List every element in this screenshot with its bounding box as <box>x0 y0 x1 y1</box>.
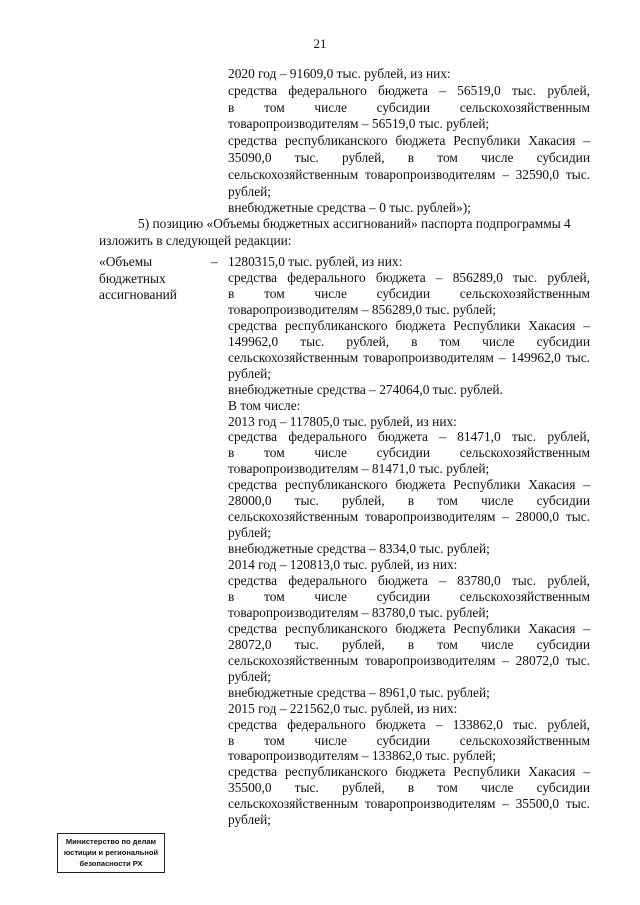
label-line: бюджетных <box>99 270 166 286</box>
text-line: 149962,0 тыс. рублей, в том числе субсидии <box>228 333 590 349</box>
text-line: средства республиканского бюджета Республики Хакасия – <box>228 764 590 780</box>
text-line: в том числе субсидии сельскохозяйственным <box>228 732 590 748</box>
text-line: внебюджетные средства – 0 тыс. рублей»); <box>228 200 471 216</box>
text-line: рублей; <box>228 668 272 684</box>
text-line: в том числе субсидии сельскохозяйственным <box>228 99 590 115</box>
text-line: средства федерального бюджета – 856289,0 тыс. рублей, <box>228 269 590 285</box>
text-line: рублей; <box>228 812 272 828</box>
stamp-line: безопасности РХ <box>79 859 143 868</box>
text-line: рублей; <box>228 183 272 199</box>
text-line: сельскохозяйственным товаропроизводителям – 28000,0 тыс. <box>228 509 590 525</box>
text-line: 28000,0 тыс. рублей, в том числе субсидии <box>228 493 590 509</box>
text-line: 28072,0 тыс. рублей, в том числе субсидии <box>228 636 590 652</box>
text-line: в том числе субсидии сельскохозяйственным <box>228 285 590 301</box>
paragraph-line: 5) позицию «Объемы бюджетных ассигнований» паспорта подпрограммы 4 <box>138 216 571 231</box>
ministry-stamp <box>57 833 165 873</box>
text-line: внебюджетные средства – 8334,0 тыс. рублей; <box>228 541 490 557</box>
text-line: в том числе субсидии сельскохозяйственным <box>228 445 590 461</box>
text-line: рублей; <box>228 525 272 541</box>
dash: – <box>211 254 218 269</box>
text-line: средства республиканского бюджета Республики Хакасия – <box>228 620 590 636</box>
text-line: 2020 год – 91609,0 тыс. рублей, из них: <box>228 66 451 81</box>
text-line: средства республиканского бюджета Республики Хакасия – <box>228 317 590 333</box>
text-line: средства республиканского бюджета Республики Хакасия – <box>228 133 590 149</box>
stamp-line: Министерство по делам <box>65 837 157 846</box>
text-line: товаропроизводителям – 133862,0 тыс. рублей; <box>228 748 496 764</box>
text-line: средства федерального бюджета – 81471,0 тыс. рублей, <box>228 429 590 445</box>
text-line: сельскохозяйственным товаропроизводителям – 28072,0 тыс. <box>228 652 590 668</box>
text-line: внебюджетные средства – 8961,0 тыс. рублей; <box>228 684 490 700</box>
text-line: средства федерального бюджета – 133862,0 тыс. рублей, <box>228 716 590 732</box>
text-line: 2015 год – 221562,0 тыс. рублей, из них: <box>228 700 458 716</box>
text-line: товаропроизводителям – 83780,0 тыс. рублей; <box>228 604 490 620</box>
text-line: 2013 год – 117805,0 тыс. рублей, из них: <box>228 413 457 429</box>
text-line: товаропроизводителям – 856289,0 тыс. рублей; <box>228 301 496 317</box>
text-line: средства республиканского бюджета Республики Хакасия – <box>228 477 590 493</box>
text-line: товаропроизводителям – 56519,0 тыс. рублей; <box>228 116 490 132</box>
text-line: внебюджетные средства – 274064,0 тыс. рублей. <box>228 381 503 397</box>
text-line: В том числе: <box>228 397 301 413</box>
text-line: 35500,0 тыс. рублей, в том числе субсидии <box>228 780 590 796</box>
text-line: сельскохозяйственным товаропроизводителям – 35500,0 тыс. <box>228 796 590 812</box>
text-line: 2014 год – 120813,0 тыс. рублей, из них: <box>228 557 458 573</box>
text-line: 1280315,0 тыс. рублей, из них: <box>228 254 403 269</box>
page-number: 21 <box>313 36 327 51</box>
text-line: рублей; <box>228 365 272 381</box>
text-line: 35090,0 тыс. рублей, в том числе субсидии <box>228 150 590 165</box>
label-line: «Объемы <box>99 254 153 269</box>
text-line: сельскохозяйственным товаропроизводителям – 32590,0 тыс. <box>228 166 590 182</box>
stamp-line: юстиции и региональной <box>63 848 159 857</box>
text-line: средства федерального бюджета – 83780,0 тыс. рублей, <box>228 573 590 588</box>
text-line: товаропроизводителям – 81471,0 тыс. рублей; <box>228 461 490 477</box>
paragraph-line: изложить в следующей редакции: <box>99 233 292 248</box>
text-line: в том числе субсидии сельскохозяйственным <box>228 588 590 604</box>
text-line: средства федерального бюджета – 56519,0 тыс. рублей, <box>228 82 590 98</box>
text-line: сельскохозяйственным товаропроизводителям – 149962,0 тыс. <box>228 349 590 365</box>
label-line: ассигнований <box>99 287 177 302</box>
